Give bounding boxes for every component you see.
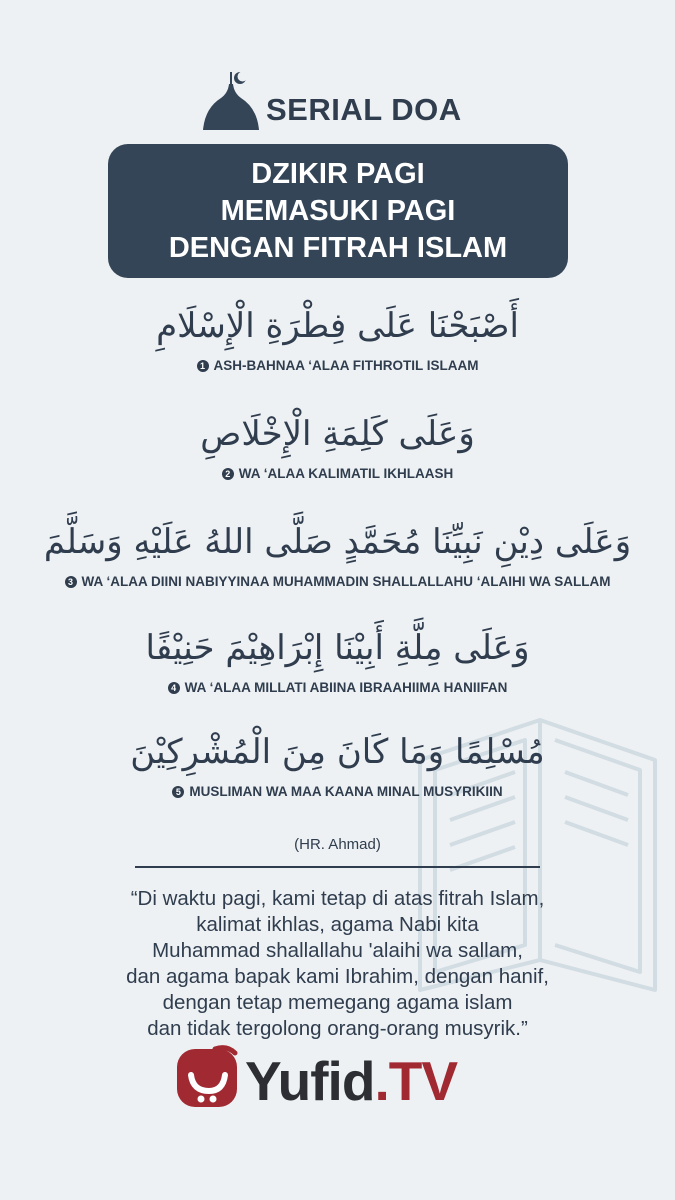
translation-line: dan agama bapak kami Ibrahim, dengan hanif, — [126, 965, 549, 988]
verse-2 — [0, 404, 675, 481]
transliteration-text: WA ‘ALAA DIINI NABIYYINAA MUHAMMADIN SHALLALLAHU ‘ALAIHI WA SALLAM — [81, 574, 611, 589]
translation-line: dengan tetap memegang agama islam — [162, 991, 513, 1014]
translation-line: dan tidak tergolong orang-orang musyrik.” — [147, 1017, 528, 1040]
transliteration — [0, 784, 675, 799]
yufid-logo-mark-icon — [175, 1045, 241, 1111]
verse-3 — [0, 512, 675, 589]
verse-number: 5 — [172, 786, 184, 798]
arabic-text: مُسْلِمًا وَمَا كَانَ مِنَ الْمُشْرِكِيْنَ — [130, 732, 545, 772]
brand-suffix: .TV — [374, 1050, 458, 1112]
translation-line: kalimat ikhlas, agama Nabi kita — [196, 913, 479, 936]
title-line: DENGAN FITRAH ISLAM — [168, 232, 508, 264]
verse-number: 1 — [197, 360, 209, 372]
brand-main: Yufid — [245, 1050, 375, 1112]
transliteration — [0, 680, 675, 695]
arabic-text: وَعَلَى مِلَّةِ أَبِيْنَا إِبْرَاهِيْمَ حَنِيْفًا — [145, 628, 530, 668]
brand-name — [245, 1049, 457, 1113]
translation-quote — [0, 886, 675, 1042]
translation-line: Muhammad shallallahu 'alaihi wa sallam, — [152, 939, 523, 962]
mosque-dome-icon — [203, 70, 259, 132]
title-line: MEMASUKI PAGI — [220, 195, 456, 227]
transliteration — [0, 358, 675, 373]
arabic-text: وَعَلَى دِيْنِ نَبِيِّنَا مُحَمَّدٍ صَلَّى اللهُ عَلَيْهِ وَسَلَّمَ — [43, 522, 632, 562]
title-banner — [108, 144, 568, 278]
translation-line: “Di waktu pagi, kami tetap di atas fitrah Islam, — [130, 887, 545, 910]
verse-number: 3 — [65, 576, 77, 588]
verse-5 — [0, 722, 675, 799]
verse-4 — [0, 618, 675, 695]
hadith-source: (HR. Ahmad) — [294, 836, 381, 853]
yufid-tv-logo — [175, 1045, 515, 1115]
series-header — [0, 70, 675, 136]
verse-number: 4 — [168, 682, 180, 694]
transliteration — [0, 466, 675, 481]
arabic-text: أَصْبَحْنَا عَلَى فِطْرَةِ الْإِسْلَامِ — [156, 306, 519, 346]
transliteration-text: WA ‘ALAA MILLATI ABIINA IBRAAHIIMA HANIIFAN — [184, 680, 508, 695]
title-line: DZIKIR PAGI — [251, 158, 425, 190]
verse-1 — [0, 296, 675, 373]
verse-number: 2 — [222, 468, 234, 480]
transliteration-text: WA ‘ALAA KALIMATIL IKHLAASH — [238, 466, 454, 481]
series-label: SERIAL DOA — [266, 92, 462, 127]
transliteration-text: MUSLIMAN WA MAA KAANA MINAL MUSYRIKIIN — [189, 784, 503, 799]
transliteration-text: ASH-BAHNAA ‘ALAA FITHROTIL ISLAAM — [213, 358, 479, 373]
transliteration — [0, 574, 675, 589]
divider — [135, 866, 540, 868]
arabic-text: وَعَلَى كَلِمَةِ الْإِخْلَاصِ — [200, 414, 475, 454]
